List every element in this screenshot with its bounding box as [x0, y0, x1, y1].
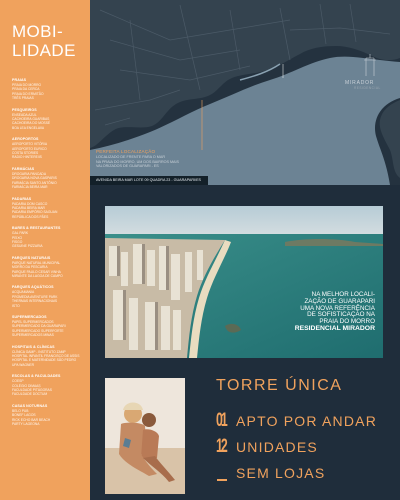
category-item: AEROPORTO VITÓRIA	[12, 142, 48, 147]
beach-photo	[105, 378, 185, 494]
category-item: PADARIA BEIRA MAR	[12, 205, 45, 210]
category-item: COLÉGIO DIMAAS	[12, 383, 41, 388]
feature-apartments-per-floor	[216, 410, 377, 432]
dash-icon	[216, 464, 230, 483]
category-item: PAPEL SUPERMERCADOS	[12, 320, 54, 324]
category-name: PESQUEIROS	[12, 107, 37, 112]
category-item: HOSPITAL INFANTIL FRANCISCO DE ASSIS	[12, 354, 80, 359]
aerial-caption-line: DE SOFISTICAÇÃO NA	[307, 311, 375, 319]
category-block	[12, 78, 90, 101]
category-item: UPA WAGNER	[12, 362, 34, 367]
category-item: GAL PARK	[12, 231, 29, 236]
category-block	[12, 285, 90, 308]
category-name: CASAS NOTURNAS	[12, 403, 48, 408]
category-item: ENSEADA AZUL	[12, 112, 37, 117]
category-item: FACULDADE PITÁGORAS	[12, 388, 52, 393]
category-name: PARQUES AQUÁTICOS	[12, 285, 54, 290]
category-item: AEROPORTO EURICO	[12, 146, 47, 151]
category-item: PROMEDIA AVENTURE PARK	[12, 294, 58, 299]
category-item: CLÍNICA GAMP - INSTITUTO ZAMP	[12, 349, 66, 354]
category-item: PARQUE NATURAL MUNICIPAL	[12, 260, 61, 265]
map-caption-line: LOCALIZADO DE FRENTE PARA O MAR	[96, 155, 165, 159]
category-item: FARMÁCIA BEIRA MAR	[12, 185, 48, 190]
category-item: HOSPITAL E MATERNIDADE SÃO PEDRO	[12, 358, 77, 363]
category-item: FARMÁCIA SANTO ANTÔNIO	[12, 180, 57, 185]
address-bar: AVENIDA BEIRA MAR LOTE 09 QUADRA 23 - GUARAPARI/ES	[90, 176, 208, 185]
category-block	[12, 197, 90, 220]
category-item: FACULDADE DOCTUM	[12, 392, 48, 397]
category-block	[12, 226, 90, 249]
category-block	[12, 315, 90, 338]
aerial-caption	[255, 292, 375, 333]
category-block	[12, 108, 90, 131]
feature-no-stores	[216, 462, 325, 484]
category-item: MORRO DA PESCARIA	[12, 265, 48, 270]
map-caption-line: NA PRAIA DO MORRO, UM DOS BAIRROS MAIS	[96, 159, 179, 164]
brand-subtitle: RESIDENCIAL	[354, 86, 381, 90]
category-item: PRAIA DO MORRO	[12, 83, 42, 87]
category-name: ESCOLAS & FACULDADES	[12, 374, 61, 379]
category-item: BOA LEA ENGELAIIA	[12, 125, 45, 130]
category-block	[12, 137, 90, 160]
mobility-sidebar	[0, 0, 90, 500]
aerial-caption-line: UMA NOVA REFERÊNCIA	[300, 304, 375, 312]
category-name: FARMÁCIAS	[12, 166, 35, 171]
category-item: GESUINE PIZZARIA	[12, 244, 43, 249]
category-name: PADARIAS	[12, 196, 32, 201]
category-item: RADIO HINTEREIIS	[12, 155, 42, 160]
category-name: BARES & RESTAURANTES	[12, 226, 61, 231]
feature-units	[216, 436, 318, 458]
category-block	[12, 256, 90, 279]
brand-name: MIRADOR	[345, 80, 375, 86]
category-item: THERMAS INTERNACIONAIS	[12, 299, 58, 304]
category-item: BONEF LAGOS	[12, 413, 36, 418]
aerial-caption-line: ZAÇÃO DE GUARAPARI	[304, 297, 375, 305]
category-item: CACHOEIRA GUARIBAS	[12, 117, 50, 122]
category-item: PADARIA EMPÓRIO SAGUAN	[12, 210, 58, 215]
tower-title: TORRE ÚNICA	[216, 377, 343, 394]
category-item: REPÚBLICA DOS PÃES	[12, 214, 49, 219]
category-item: FISGO	[12, 239, 23, 244]
category-name: SUPERMERCADOS	[12, 315, 47, 319]
category-name: AEROPORTOS	[12, 137, 39, 142]
category-item: TRÊS PRAIAS	[12, 96, 34, 101]
beach-couple-image	[105, 378, 185, 494]
aerial-beach-image	[105, 206, 383, 358]
map-caption-title: PERFEITA LOCALIZAÇÃO	[96, 149, 156, 154]
category-item: MIRANTE DA LAGOA DE CAMPO	[12, 273, 63, 278]
category-name: PARQUES NATURAIS	[12, 255, 51, 260]
feature-number: 12	[216, 436, 226, 457]
map-caption-line: VALORIZADOS DE GUARAPARI - ES	[96, 164, 159, 169]
category-item: SUPERMERCADO DA GUARAPARI	[12, 324, 66, 329]
category-block	[12, 167, 90, 190]
category-item: BELO PUB	[12, 408, 29, 413]
category-block	[12, 345, 90, 368]
feature-label: APTO POR ANDAR	[236, 413, 378, 429]
map-caption	[96, 149, 216, 169]
feature-label: UNIDADES	[236, 439, 318, 455]
category-block	[12, 374, 90, 397]
feature-label: SEM LOJAS	[236, 465, 326, 481]
category-item: PRAIA DO ERMITÃO	[12, 91, 44, 96]
aerial-photo	[105, 206, 383, 358]
category-item: ACQUAMANIA	[12, 290, 35, 295]
category-item: PARTY LAGEONA	[12, 422, 40, 427]
category-item: DROGARIA NOVA GASPARIS	[12, 176, 57, 181]
category-item: SUPERMERCADOS MINAS	[12, 333, 54, 338]
aerial-caption-line: NA MELHOR LOCALI-	[311, 291, 375, 298]
category-item: PADARIA DOM CASCO	[12, 201, 48, 206]
category-item: PRAIA DA CERCA	[12, 87, 40, 92]
mobility-title: MOBI- LIDADE	[12, 22, 76, 60]
category-item: COESP	[12, 379, 24, 384]
category-item: RICK ECHO BAR BEACH	[12, 417, 51, 422]
category-item: SUPERMERCADO SUPERFORTE	[12, 328, 64, 333]
category-item: COSTA STORIES	[12, 151, 39, 156]
category-name: PRAIAS	[12, 78, 27, 82]
category-item: ISTO	[12, 303, 20, 308]
category-item: PEIXO	[12, 235, 23, 240]
category-list	[12, 78, 90, 427]
aerial-caption-highlight: RESIDENCIAL MIRADOR	[294, 324, 375, 332]
category-item: DROGARIA PANCADA	[12, 171, 47, 176]
category-name: HOSPITAIS & CLÍNICAS	[12, 344, 55, 349]
category-block	[12, 404, 90, 427]
location-map	[90, 0, 400, 185]
aerial-caption-line: PRAIA DO MORRO	[319, 318, 375, 326]
category-item: CACHOEIRA DO MOSSÉ	[12, 121, 51, 126]
category-item: PARQUE PAULO CESAR VINHA	[12, 269, 61, 274]
feature-number: 01	[216, 410, 226, 431]
